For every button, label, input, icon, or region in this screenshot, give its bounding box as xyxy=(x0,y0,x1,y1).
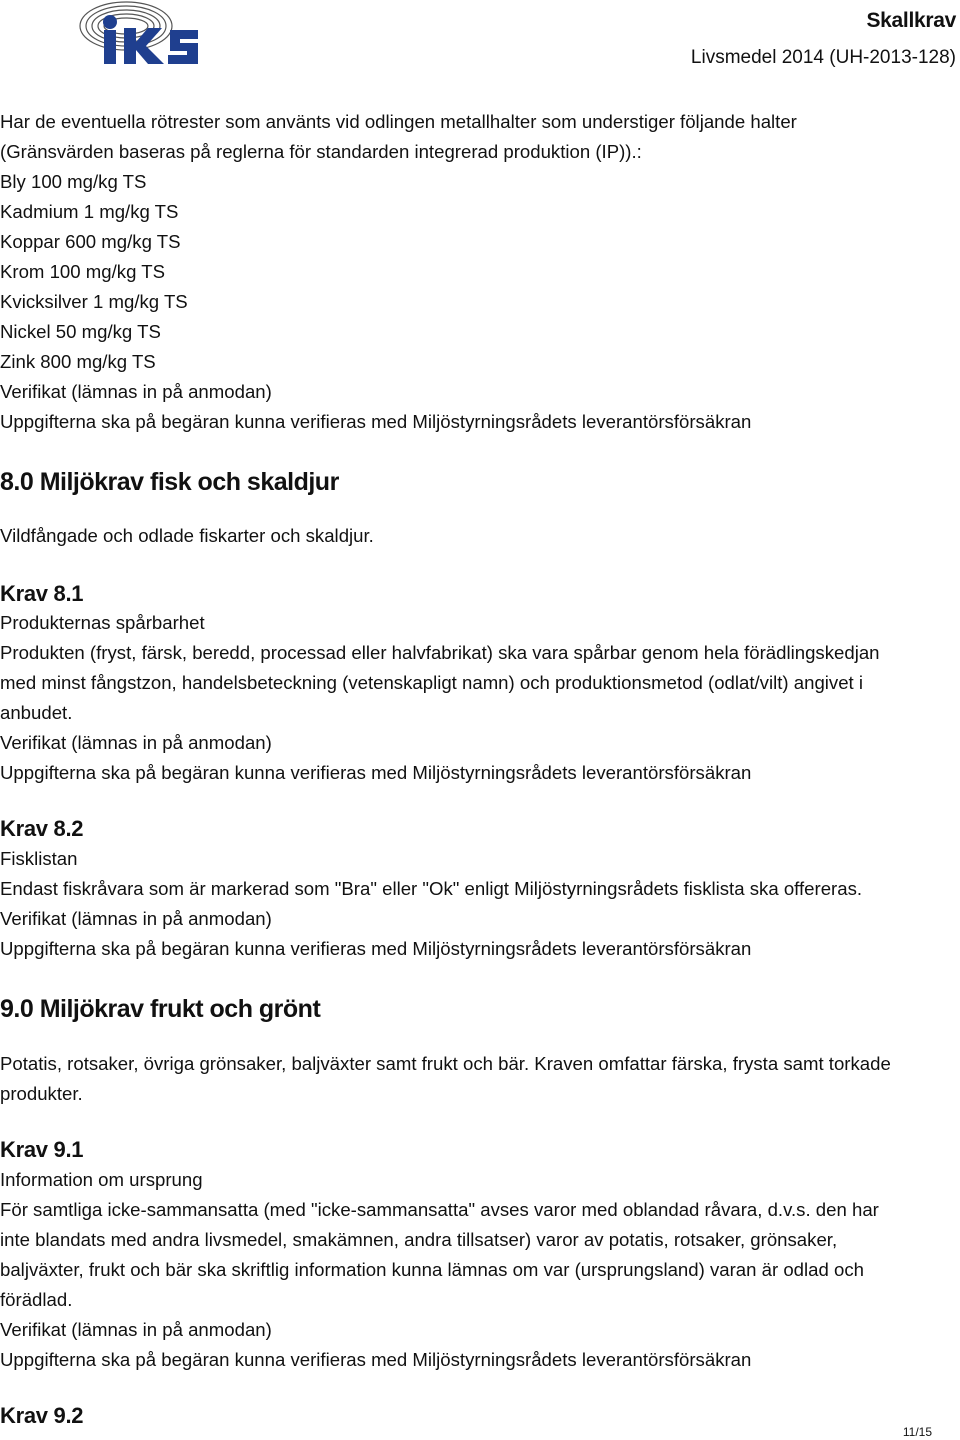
krav-8-1-subtitle: Produkternas spårbarhet xyxy=(0,612,205,633)
limit-line-lead: Bly 100 mg/kg TS xyxy=(0,171,147,192)
verification-detail: Uppgifterna ska på begäran kunna verifieras med Miljöstyrningsrådets leverantörsförsäkran xyxy=(0,411,752,432)
section-8-heading: 8.0 Miljökrav fisk och skaldjur xyxy=(0,468,339,496)
intro-line: (Gränsvärden baseras på reglerna för standarden integrerad produktion (IP)).: xyxy=(0,141,642,162)
krav-8-2-text: Endast fiskråvara som är markerad som "Bra" eller "Ok" enligt Miljöstyrningsrådets fisklista ska offereras. xyxy=(0,878,863,899)
verification-line: Verifikat (lämnas in på anmodan) xyxy=(0,908,272,929)
limit-line-nickel: Nickel 50 mg/kg TS xyxy=(0,321,161,342)
verification-line: Verifikat (lämnas in på anmodan) xyxy=(0,381,272,402)
krav-8-1-text: anbudet. xyxy=(0,702,73,723)
krav-8-2-subtitle: Fisklistan xyxy=(0,848,78,869)
krav-8-1-title: Krav 8.1 xyxy=(0,581,84,606)
krav-9-1-title: Krav 9.1 xyxy=(0,1137,84,1162)
krav-8-2-title: Krav 8.2 xyxy=(0,816,84,841)
krav-9-1-text: förädlad. xyxy=(0,1289,73,1310)
header-subtitle: Livsmedel 2014 (UH-2013-128) xyxy=(690,47,956,68)
krav-9-1-text: För samtliga icke-sammansatta (med "icke-sammansatta" avses varor med oblandad råvara, d.v.s. den har xyxy=(0,1199,879,1220)
verification-detail: Uppgifterna ska på begäran kunna verifieras med Miljöstyrningsrådets leverantörsförsäkran xyxy=(0,1349,752,1370)
company-logo xyxy=(78,0,204,68)
krav-9-2-title: Krav 9.2 xyxy=(0,1403,84,1428)
limit-line-copper: Koppar 600 mg/kg TS xyxy=(0,231,181,252)
logo-graphic xyxy=(78,0,204,68)
section-9-heading: 9.0 Miljökrav frukt och grönt xyxy=(0,995,321,1023)
limit-line-cadmium: Kadmium 1 mg/kg TS xyxy=(0,201,179,222)
krav-8-1-text: med minst fångstzon, handelsbeteckning (vetenskapligt namn) och produktionsmetod (odlat/vilt) angivet i xyxy=(0,672,864,693)
limit-line-zinc: Zink 800 mg/kg TS xyxy=(0,351,156,372)
limit-line-chromium: Krom 100 mg/kg TS xyxy=(0,261,166,282)
verification-line: Verifikat (lämnas in på anmodan) xyxy=(0,1319,272,1340)
page-number: 11/15 xyxy=(902,1425,932,1439)
krav-8-1-text: Produkten (fryst, färsk, beredd, processad eller halvfabrikat) ska vara spårbar genom hela förädlingskedjan xyxy=(0,642,880,663)
krav-9-1-text: inte blandats med andra livsmedel, smakämnen, andra tillsatser) varor av potatis, rotsaker, grönsaker, xyxy=(0,1229,838,1250)
section-8-description: Vildfångade och odlade fiskarter och skaldjur. xyxy=(0,525,374,546)
section-9-description: Potatis, rotsaker, övriga grönsaker, baljväxter samt frukt och bär. Kraven omfattar färska, frysta samt torkade xyxy=(0,1053,891,1074)
verification-line: Verifikat (lämnas in på anmodan) xyxy=(0,732,272,753)
section-9-description: produkter. xyxy=(0,1083,83,1104)
verification-detail: Uppgifterna ska på begäran kunna verifieras med Miljöstyrningsrådets leverantörsförsäkran xyxy=(0,762,752,783)
header-title: Skallkrav xyxy=(866,9,956,32)
limit-line-mercury: Kvicksilver 1 mg/kg TS xyxy=(0,291,188,312)
krav-9-1-text: baljväxter, frukt och bär ska skriftlig information kunna lämnas om var (ursprungsland) varan är odlad och xyxy=(0,1259,864,1280)
verification-detail: Uppgifterna ska på begäran kunna verifieras med Miljöstyrningsrådets leverantörsförsäkran xyxy=(0,938,752,959)
intro-line: Har de eventuella rötrester som använts vid odlingen metallhalter som understiger följande halter xyxy=(0,111,797,132)
krav-9-1-subtitle: Information om ursprung xyxy=(0,1169,203,1190)
